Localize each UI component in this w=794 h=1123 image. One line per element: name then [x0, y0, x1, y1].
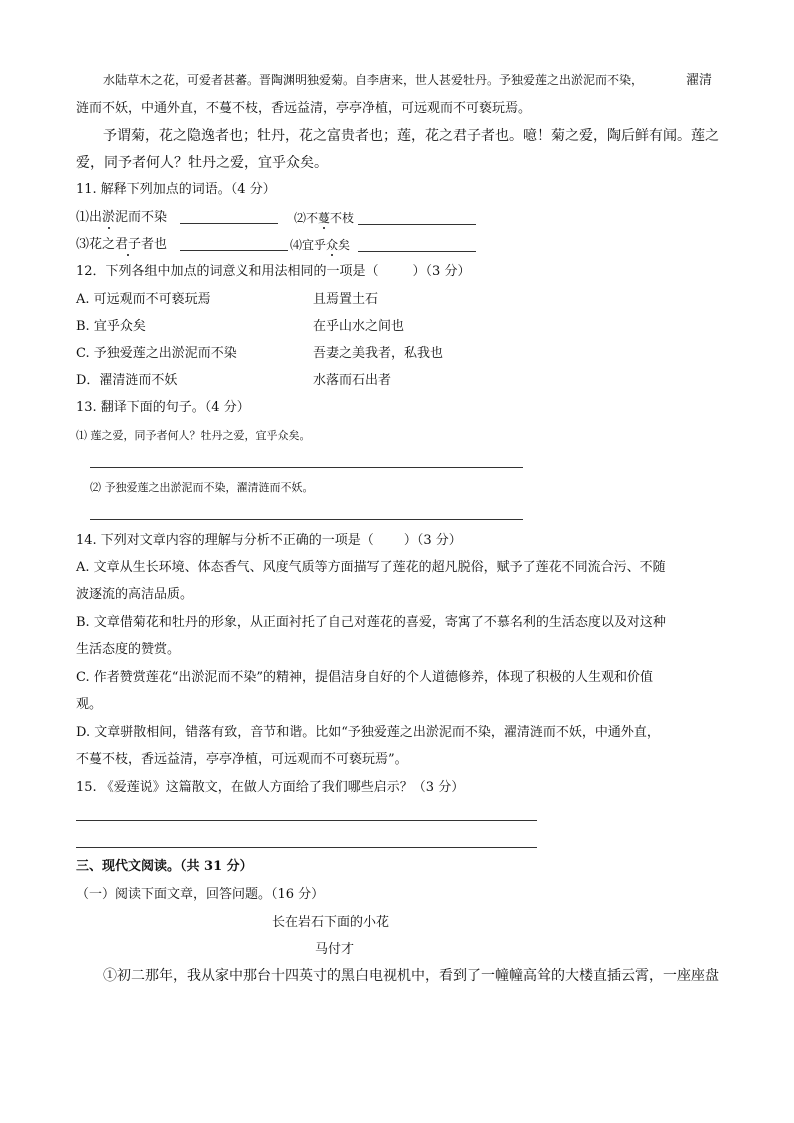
- q12-option-b-compare: 在乎山水之间也: [313, 319, 405, 334]
- q11-c-pre: ⑶花之: [76, 237, 116, 252]
- q13-stem: 13. 翻译下面的句子。（4 分）: [76, 400, 250, 415]
- q12-option-b: B. 宜乎众矣: [76, 319, 146, 334]
- q12-option-d: D．濯清涟而不妖: [76, 373, 178, 388]
- q14-line: B. 文章借菊花和牡丹的形象，从正面衬托了自己对莲花的喜爱，寄寓了不慕名利的生活态度以及对这种: [76, 615, 666, 630]
- passage-line-4: 爱，同予者何人？牡丹之爱，宜乎众矣。: [76, 155, 328, 171]
- q11-c-dotted-word: 君子: [115, 237, 142, 252]
- q11-b-post: 不枝: [330, 211, 355, 225]
- q14-line: A. 文章从生长环境、体态香气、风度气质等方面描写了莲花的超凡脱俗，赋予了莲花不同流合污、不随: [76, 560, 666, 575]
- q11-d-pre: ⑷宜乎: [290, 238, 327, 252]
- q14-line: 生活态度的赞赏。: [76, 642, 181, 657]
- section-3-subheading: （一）阅读下面文章，回答问题。（16 分）: [76, 887, 325, 902]
- q14-line: 不蔓不枝，香远益清，亭亭净植，可远观而不可亵玩焉”。: [76, 752, 408, 767]
- q11-item-d: [290, 239, 350, 251]
- q11-c-answer-blank[interactable]: [180, 238, 288, 251]
- q11-stem: 11. 解释下列加点的词语。（4 分）: [76, 182, 276, 197]
- article-author: 马付才: [315, 942, 355, 957]
- q11-c-post: 者也: [141, 237, 168, 252]
- q12-option-a-compare: 且焉置土石: [313, 292, 379, 307]
- article-title: 长在岩石下面的小花: [272, 915, 390, 930]
- q11-item-b: [294, 212, 354, 224]
- q12-option-d-compare: 水落而石出者: [313, 373, 392, 388]
- q11-item-a: [76, 211, 167, 224]
- q13-sentence-1: ⑴ 莲之爱，同予者何人？牡丹之爱，宜乎众矣。: [76, 429, 311, 442]
- q15-answer-line-1[interactable]: [76, 820, 537, 821]
- passage-line-1-tail: 濯清: [686, 73, 713, 88]
- q15-stem: 15. 《爱莲说》这篇散文，在做人方面给了我们哪些启示？（3 分）: [76, 780, 465, 795]
- q14-stem: [76, 534, 462, 547]
- q13-answer-line-2[interactable]: [90, 519, 523, 520]
- q11-a-post: 泥而不染: [115, 210, 168, 225]
- q12-option-c-compare: 吾妻之美我者，私我也: [313, 346, 444, 361]
- q12-option-c: C. 予独爱莲之出淤泥而不染: [76, 346, 237, 361]
- q12-stem: [76, 265, 470, 278]
- section-3-heading: 三、现代文阅读。（共 31 分）: [76, 859, 253, 874]
- q11-b-answer-blank[interactable]: [358, 212, 476, 225]
- q14-stem-text: 14. 下列对文章内容的理解与分析不正确的一项是（: [76, 533, 374, 548]
- q11-item-c: [76, 238, 167, 251]
- q14-line: 波逐流的高洁品质。: [76, 587, 194, 602]
- passage-line-1-text: 水陆草木之花，可爱者甚蕃。晋陶渊明独爱菊。自李唐来，世人甚爱牡丹。予独爱莲之出淤泥而不染，: [103, 73, 644, 87]
- q13-answer-line-1[interactable]: [90, 467, 523, 468]
- q11-b-dotted-word: 蔓: [318, 211, 331, 225]
- q11-d-answer-blank[interactable]: [358, 239, 476, 252]
- q11-a-pre: ⑴出: [76, 210, 103, 225]
- passage-line-2: 涟而不妖，中通外直，不蔓不枝，香远益清，亭亭净植，可远观而不可亵玩焉。: [76, 101, 532, 116]
- q14-line: D. 文章骈散相间，错落有致，音节和谐。比如“予独爱莲之出淤泥而不染，濯清涟而不妖，中通外直，: [76, 725, 660, 740]
- q11-d-post: 矣: [338, 238, 351, 252]
- q11-b-pre: ⑵不: [294, 211, 319, 225]
- q14-line: C. 作者赞赏莲花“出淤泥而不染”的精神，提倡洁身自好的个人道德修养，体现了积极的人生观和价值: [76, 670, 654, 685]
- q14-line: 观。: [76, 697, 103, 712]
- q15-answer-line-2[interactable]: [76, 847, 537, 848]
- q14-stem-end: ）（3 分）: [403, 533, 462, 548]
- article-paragraph-1: ①初二那年，我从家中那台十四英寸的黑白电视机中，看到了一幢幢高耸的大楼直插云霄，一座座盘: [103, 968, 719, 984]
- q12-option-a: A. 可远观而不可亵玩焉: [76, 292, 211, 307]
- q11-a-dotted-word: 淤: [102, 210, 116, 225]
- q13-sentence-2: ⑵ 予独爱莲之出淤泥而不染，濯清涟而不妖。: [90, 481, 314, 494]
- q12-stem-end: ）（3 分）: [412, 264, 471, 279]
- q11-d-dotted-word: 众: [326, 238, 339, 252]
- q11-a-answer-blank[interactable]: [180, 211, 278, 224]
- passage-line-1: [103, 74, 643, 86]
- q12-stem-text: 12．下列各组中加点的词意义和用法相同的一项是（: [76, 264, 379, 279]
- passage-line-3: 予谓菊，花之隐逸者也；牡丹，花之富贵者也；莲，花之君子者也。噫！菊之爱，陶后鲜有闻。莲之: [103, 128, 719, 144]
